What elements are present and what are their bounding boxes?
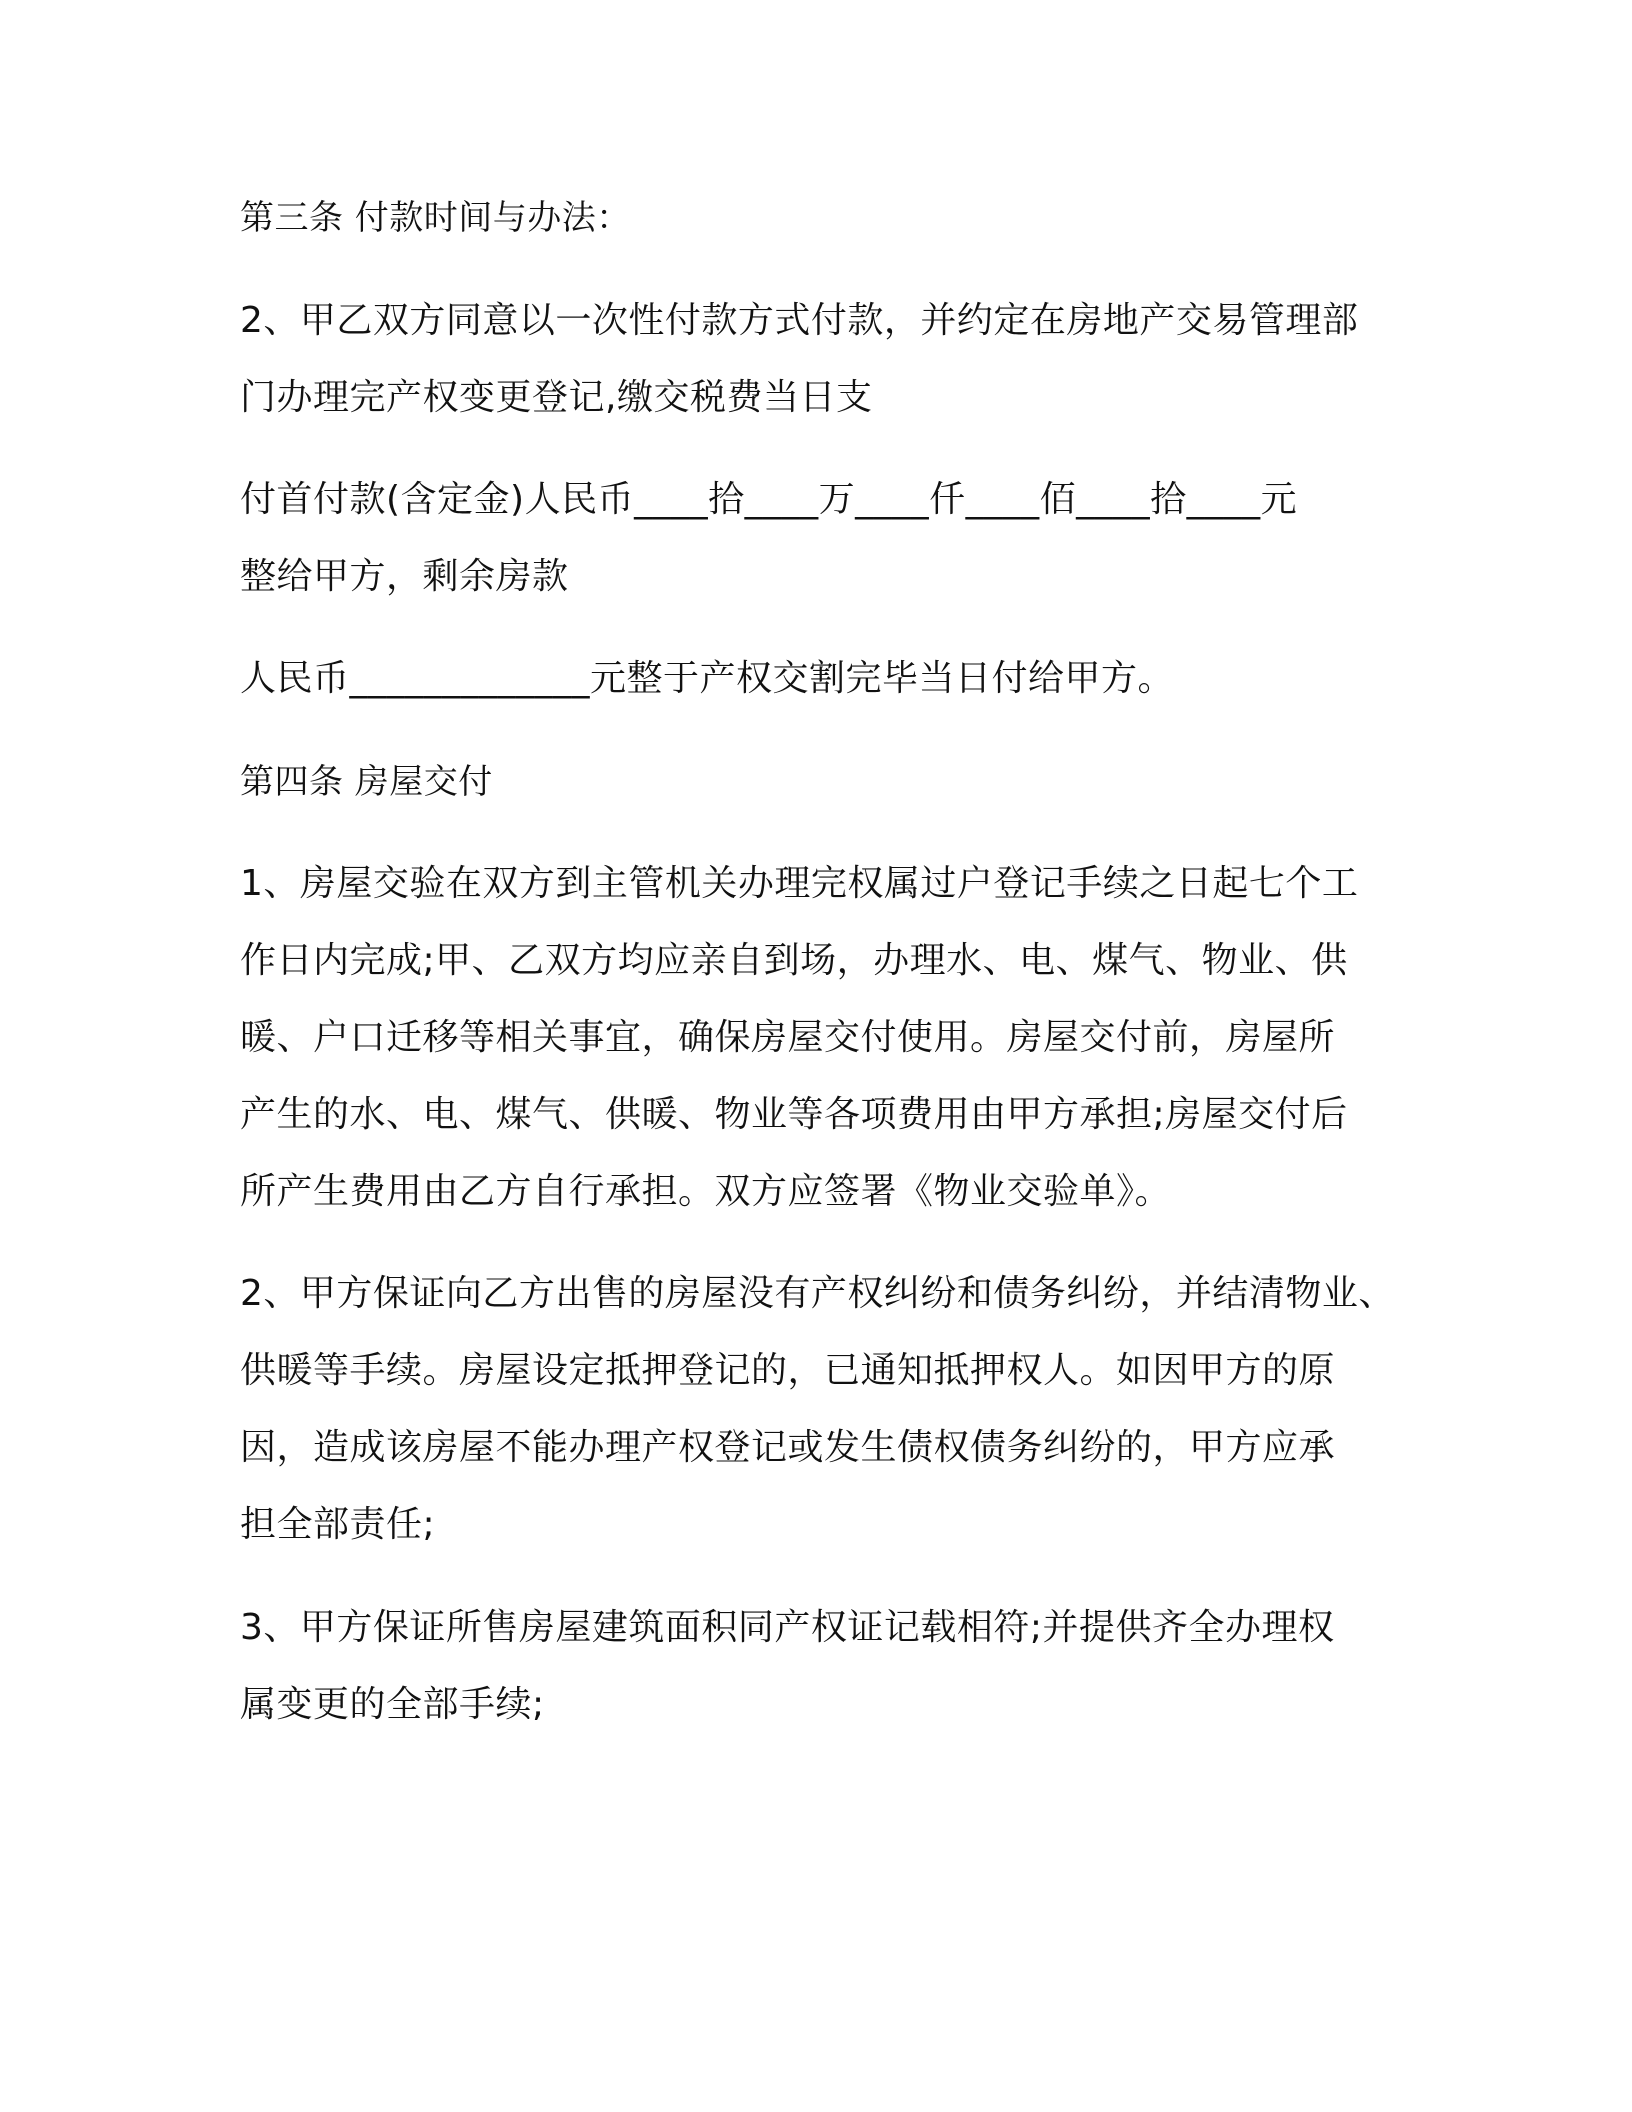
section-4-para-1-line-5: 所产生费用由乙方自行承担。双方应签署《物业交验单》。 — [240, 1171, 1172, 1212]
first-payment-line-2: 整给甲方，剩余房款 — [240, 556, 569, 597]
section-4-para-2-line-3: 因，造成该房屋不能办理产权登记或发生债权债务纠纷的，甲方应承 — [240, 1427, 1336, 1468]
section-4-para-1-line-2: 作日内完成;甲、乙双方均应亲自到场，办理水、电、煤气、物业、供 — [240, 940, 1348, 981]
first-payment-line-1: 付首付款(含定金)人民币____拾____万____仟____佰____拾____元 — [240, 479, 1298, 520]
section-4-title: 第四条 房屋交付 — [240, 762, 493, 802]
section-4-para-2-line-2: 供暖等手续。房屋设定抵押登记的，已通知抵押权人。如因甲方的原 — [240, 1350, 1336, 1391]
section-4-para-1-line-4: 产生的水、电、煤气、供暖、物业等各项费用由甲方承担;房屋交付后 — [240, 1094, 1348, 1135]
section-3-para-2-line-1: 2、甲乙双方同意以一次性付款方式付款，并约定在房地产交易管理部 — [240, 300, 1359, 341]
section-3-para-2-line-2: 门办理完产权变更登记,缴交税费当日支 — [240, 377, 873, 418]
section-4-para-2-line-1: 2、甲方保证向乙方出售的房屋没有产权纠纷和债务纠纷，并结清物业、 — [240, 1273, 1395, 1314]
section-4-para-2-line-4: 担全部责任; — [240, 1504, 436, 1545]
section-4-para-3-line-2: 属变更的全部手续; — [240, 1684, 545, 1725]
section-4-para-3-line-1: 3、甲方保证所售房屋建筑面积同产权证记载相符;并提供齐全办理权 — [240, 1607, 1335, 1648]
section-4-para-1-line-1: 1、房屋交验在双方到主管机关办理完权属过户登记手续之日起七个工 — [240, 863, 1359, 904]
section-4-para-1-line-3: 暖、户口迁移等相关事宜，确保房屋交付使用。房屋交付前，房屋所 — [240, 1017, 1336, 1058]
section-3-title: 第三条 付款时间与办法： — [240, 198, 631, 238]
remaining-payment-line: 人民币_____________元整于产权交割完毕当日付给甲方。 — [240, 658, 1175, 699]
